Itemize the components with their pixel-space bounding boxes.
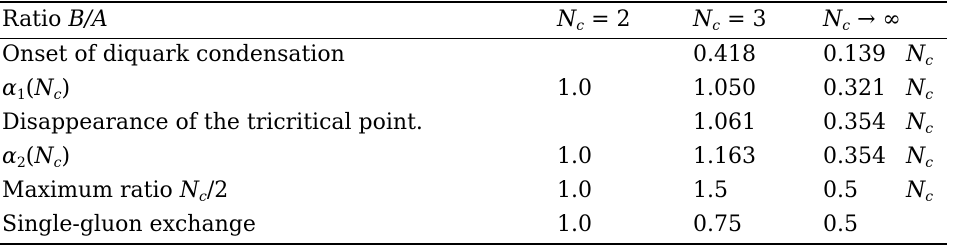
row-label	[2, 174, 228, 208]
header-nc2	[557, 3, 631, 37]
header-ncinf-sub: c	[842, 18, 851, 34]
cell-nc2: 1.0	[557, 76, 592, 101]
label-prefix: Maximum ratio	[2, 178, 180, 203]
cell-nc-suffix	[906, 140, 933, 174]
label-arg-sub: c	[53, 155, 62, 171]
label-sub: c	[198, 189, 207, 205]
cell-nc3: 1.061	[693, 110, 756, 135]
header-ratio-prefix: Ratio	[2, 7, 69, 32]
label-arg-sub: c	[53, 87, 62, 103]
table-row	[0, 174, 947, 208]
cell-nc2: 1.0	[557, 212, 592, 237]
label-sub: 1	[16, 87, 26, 103]
row-label: Disappearance of the tricritical point.	[2, 110, 423, 135]
nc-suffix-sub: c	[925, 121, 934, 137]
table-row	[0, 140, 947, 174]
label-var: α	[2, 144, 17, 169]
nc-suffix-sub: c	[925, 53, 934, 69]
nc-suffix-sub: c	[925, 155, 934, 171]
cell-ncinf: 0.354	[823, 144, 886, 169]
cell-nc3: 0.75	[693, 212, 742, 237]
nc-suffix-var: N	[906, 144, 926, 169]
cell-nc-suffix	[906, 106, 933, 140]
label-arg-var: N	[34, 76, 54, 101]
header-nc3-rest: = 3	[720, 7, 767, 32]
table-row	[0, 208, 947, 242]
cell-nc-suffix	[906, 174, 933, 208]
row-label: $\alpha_2(N_c)$	[2, 144, 71, 171]
header-ncinf	[823, 3, 901, 37]
label-var: N	[179, 178, 199, 203]
header-nc3	[693, 3, 767, 37]
table-row	[0, 38, 947, 72]
header-ncinf-rest: → ∞	[850, 7, 901, 32]
row-label: $\alpha_1(N_c)$	[2, 76, 71, 103]
label-var: α	[2, 76, 17, 101]
cell-ncinf: 0.354	[823, 110, 886, 135]
cell-ncinf: 0.5	[823, 212, 858, 237]
table-row	[0, 72, 947, 106]
header-ncinf-var: N	[823, 7, 843, 32]
cell-ncinf: 0.321	[823, 76, 886, 101]
table-header-row	[0, 3, 947, 37]
header-nc2-rest: = 2	[584, 7, 631, 32]
label-rest: /2	[206, 178, 229, 203]
nc-suffix-var: N	[906, 42, 926, 67]
row-label: Onset of diquark condensation	[2, 42, 345, 67]
cell-nc-suffix	[906, 38, 933, 72]
cell-nc2: 1.0	[557, 178, 592, 203]
cell-ncinf: 0.5	[823, 178, 858, 203]
cell-nc3: 1.163	[693, 144, 756, 169]
row-label: Single-gluon exchange	[2, 212, 256, 237]
label-arg-var: N	[34, 144, 54, 169]
header-nc3-var: N	[693, 7, 713, 32]
nc-suffix-sub: c	[925, 87, 934, 103]
bottom-rule	[0, 243, 947, 245]
nc-suffix-var: N	[906, 110, 926, 135]
header-ratio-var: B/A	[68, 7, 108, 32]
cell-nc-suffix	[906, 72, 933, 106]
header-nc2-var: N	[557, 7, 577, 32]
header-nc2-sub: c	[576, 18, 585, 34]
header-ratio	[2, 3, 108, 37]
cell-nc2: 1.0	[557, 144, 592, 169]
cell-nc3: 1.050	[693, 76, 756, 101]
nc-suffix-var: N	[906, 76, 926, 101]
cell-nc3: 1.5	[693, 178, 728, 203]
table-row	[0, 106, 947, 140]
cell-ncinf: 0.139	[823, 42, 886, 67]
cell-nc3: 0.418	[693, 42, 756, 67]
header-nc3-sub: c	[712, 18, 721, 34]
nc-suffix-var: N	[906, 178, 926, 203]
nc-suffix-sub: c	[925, 189, 934, 205]
label-sub: 2	[16, 155, 26, 171]
